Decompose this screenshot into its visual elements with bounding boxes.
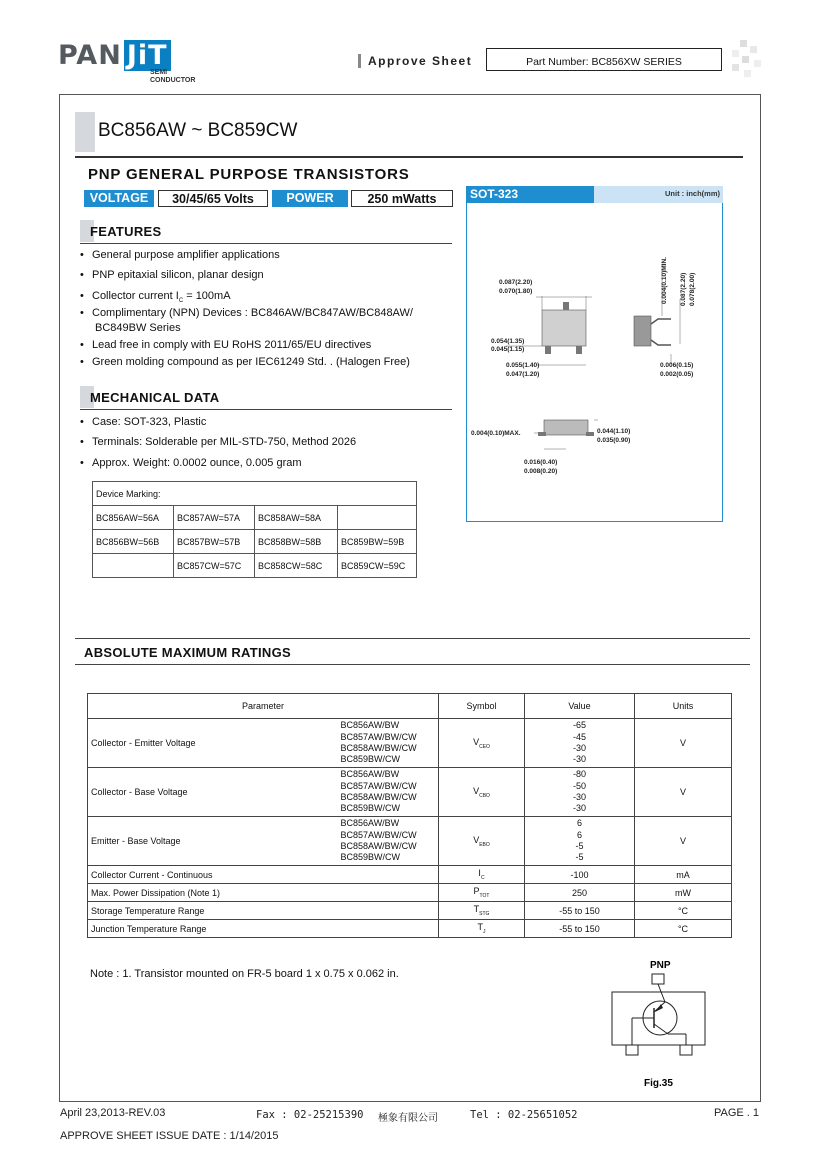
svg-text:0.004(0.10)MIN.: 0.004(0.10)MIN. bbox=[661, 257, 668, 304]
svg-text:0.087(2.20): 0.087(2.20) bbox=[499, 279, 533, 286]
pnp-schematic-figure bbox=[608, 956, 712, 1092]
approve-sheet-label: Approve Sheet bbox=[358, 54, 472, 68]
svg-text:0.002(0.05): 0.002(0.05) bbox=[660, 371, 694, 378]
logo-accent-text: JiT bbox=[124, 40, 171, 71]
title-divider bbox=[75, 156, 743, 158]
param-cell: Storage Temperature Range bbox=[88, 902, 439, 920]
header-symbol: Symbol bbox=[439, 694, 525, 719]
fax-number: Fax : 02-25215390 bbox=[256, 1109, 364, 1121]
svg-text:0.054(1.35): 0.054(1.35) bbox=[491, 338, 525, 345]
power-label-tag: POWER bbox=[272, 190, 348, 207]
header-value: Value bbox=[525, 694, 635, 719]
value-cell: 6 6 -5 -5 bbox=[525, 817, 635, 866]
feature-item: • Complimentary (NPN) Devices : BC846AW/BC847AW/BC848AW/ bbox=[80, 307, 413, 319]
symbol-cell: $V_{EBO}$ bbox=[439, 817, 525, 866]
param-cell: Collector Current - Continuous bbox=[88, 866, 439, 884]
package-end-view bbox=[544, 420, 588, 435]
logo-sub-line-2: CONDUCTOR bbox=[150, 77, 196, 84]
unit-cell: °C bbox=[635, 902, 732, 920]
symbol-cell: $T_{STG}$ bbox=[439, 902, 525, 920]
param-cell: Collector - Emitter Voltage bbox=[88, 719, 338, 768]
header-units: Units bbox=[635, 694, 732, 719]
symbol-cell: $V_{CBO}$ bbox=[439, 768, 525, 817]
svg-text:0.006(0.15): 0.006(0.15) bbox=[660, 362, 694, 369]
logo-sub-line-1: SEMI bbox=[150, 69, 168, 76]
ratings-bottom-divider bbox=[75, 664, 750, 665]
table-row bbox=[88, 884, 732, 902]
unit-cell: V bbox=[635, 768, 732, 817]
mechanical-item: • Case: SOT-323, Plastic bbox=[80, 416, 207, 428]
variant-cell: BC856AW/BW BC857AW/BW/CW BC858AW/BW/CW BC859BW/CW bbox=[338, 768, 439, 817]
variant-cell: BC856AW/BW BC857AW/BW/CW BC858AW/BW/CW BC859BW/CW bbox=[338, 719, 439, 768]
ratings-top-divider bbox=[75, 638, 750, 639]
table-row bbox=[88, 902, 732, 920]
symbol-cell: $P_{TOT}$ bbox=[439, 884, 525, 902]
svg-text:0.078(2.00): 0.078(2.00) bbox=[689, 272, 696, 306]
features-heading: FEATURES bbox=[90, 224, 162, 239]
feature-item: • Collector current $I_C = 100mA$ bbox=[80, 290, 231, 305]
svg-text:0.035(0.90): 0.035(0.90) bbox=[597, 437, 631, 444]
logo-wordmark bbox=[58, 40, 171, 71]
marking-cell: BC857CW=57C bbox=[174, 554, 255, 578]
part-number-box: Part Number: BC856XW SERIES bbox=[486, 48, 722, 71]
pin-pad-icon bbox=[652, 974, 664, 984]
power-value-tag: 250 mWatts bbox=[351, 190, 453, 207]
features-divider bbox=[80, 243, 452, 244]
feature-item: • Green molding compound as per IEC61249 Std. . (Halogen Free) bbox=[80, 356, 410, 368]
package-dimension-drawing bbox=[466, 204, 723, 520]
marking-cell: BC858AW=58A bbox=[255, 506, 338, 530]
company-logo bbox=[58, 40, 196, 84]
package-side-view bbox=[634, 316, 651, 346]
decorative-squares-icon bbox=[728, 40, 764, 78]
value-cell: -80 -50 -30 -30 bbox=[525, 768, 635, 817]
table-row bbox=[88, 719, 732, 768]
param-cell: Emitter - Base Voltage bbox=[88, 817, 338, 866]
page-subtitle: PNP GENERAL PURPOSE TRANSISTORS bbox=[88, 166, 410, 183]
param-cell: Max. Power Dissipation (Note 1) bbox=[88, 884, 439, 902]
svg-text:Fig.35: Fig.35 bbox=[644, 1078, 673, 1089]
feature-item: • PNP epitaxial silicon, planar design bbox=[80, 269, 264, 281]
svg-text:0.004(0.10)MAX.: 0.004(0.10)MAX. bbox=[471, 430, 521, 437]
variant-cell: BC856AW/BW BC857AW/BW/CW BC858AW/BW/CW BC859BW/CW bbox=[338, 817, 439, 866]
mechanical-item: • Approx. Weight: 0.0002 ounce, 0.005 gram bbox=[80, 457, 302, 469]
table-header-row bbox=[88, 694, 732, 719]
mechanical-divider bbox=[80, 409, 452, 410]
value-cell: -55 to 150 bbox=[525, 920, 635, 938]
package-name: SOT-323 bbox=[466, 186, 594, 203]
svg-text:0.047(1.20): 0.047(1.20) bbox=[506, 371, 540, 378]
logo-subtitle bbox=[150, 69, 195, 85]
pin-pad-icon bbox=[626, 1045, 638, 1055]
marking-cell: BC857BW=57B bbox=[174, 530, 255, 554]
device-marking-table bbox=[92, 481, 417, 578]
svg-text:0.045(1.15): 0.045(1.15) bbox=[491, 346, 525, 353]
ratings-table bbox=[87, 693, 732, 938]
svg-text:0.070(1.80): 0.070(1.80) bbox=[499, 288, 533, 295]
package-pin-icon bbox=[563, 302, 569, 310]
feature-item: • General purpose amplifier applications bbox=[80, 249, 280, 261]
table-row bbox=[88, 768, 732, 817]
feature-item: • Lead free in comply with EU RoHS 2011/65/EU directives bbox=[80, 339, 372, 351]
header-parameter: Parameter bbox=[88, 694, 439, 719]
marking-title: Device Marking: bbox=[93, 482, 417, 506]
marking-cell: BC859BW=59B bbox=[338, 530, 417, 554]
pin-pad-icon bbox=[680, 1045, 692, 1055]
marking-cell: BC858BW=58B bbox=[255, 530, 338, 554]
value-cell: 250 bbox=[525, 884, 635, 902]
table-row bbox=[88, 817, 732, 866]
issue-date: APPROVE SHEET ISSUE DATE : 1/14/2015 bbox=[60, 1130, 279, 1142]
package-body-outline bbox=[612, 992, 705, 1045]
marking-cell bbox=[93, 554, 174, 578]
svg-text:0.087(2.20): 0.087(2.20) bbox=[680, 272, 687, 306]
table-row bbox=[88, 866, 732, 884]
feature-item-continued: BC849BW Series bbox=[95, 322, 181, 334]
unit-cell: °C bbox=[635, 920, 732, 938]
unit-cell: V bbox=[635, 817, 732, 866]
value-cell: -55 to 150 bbox=[525, 902, 635, 920]
voltage-label-tag: VOLTAGE bbox=[84, 190, 154, 207]
mechanical-heading: MECHANICAL DATA bbox=[90, 390, 220, 405]
svg-text:PNP: PNP bbox=[650, 960, 671, 971]
marking-cell: BC857AW=57A bbox=[174, 506, 255, 530]
company-name: 極象有限公司 bbox=[378, 1113, 438, 1124]
unit-cell: V bbox=[635, 719, 732, 768]
table-row bbox=[88, 920, 732, 938]
table-row bbox=[93, 506, 417, 530]
svg-text:0.016(0.40): 0.016(0.40) bbox=[524, 459, 558, 466]
param-cell: Collector - Base Voltage bbox=[88, 768, 338, 817]
package-pin-icon bbox=[576, 346, 582, 354]
title-accent-bar bbox=[75, 112, 95, 152]
unit-cell: mA bbox=[635, 866, 732, 884]
svg-text:0.055(1.40): 0.055(1.40) bbox=[506, 362, 540, 369]
marking-cell: BC859CW=59C bbox=[338, 554, 417, 578]
package-pin-icon bbox=[545, 346, 551, 354]
svg-text:0.008(0.20): 0.008(0.20) bbox=[524, 468, 558, 475]
ratings-heading: ABSOLUTE MAXIMUM RATINGS bbox=[84, 645, 292, 660]
package-top-view bbox=[542, 310, 586, 346]
voltage-value-tag: 30/45/65 Volts bbox=[158, 190, 268, 207]
revision-date: April 23,2013-REV.03 bbox=[60, 1107, 166, 1119]
page-title: BC856AW ~ BC859CW bbox=[98, 120, 298, 141]
marking-cell: BC856AW=56A bbox=[93, 506, 174, 530]
marking-cell: BC858CW=58C bbox=[255, 554, 338, 578]
logo-main-text: PAN bbox=[58, 40, 122, 71]
marking-cell bbox=[338, 506, 417, 530]
symbol-cell: $T_J$ bbox=[439, 920, 525, 938]
value-cell: -65 -45 -30 -30 bbox=[525, 719, 635, 768]
param-cell: Junction Temperature Range bbox=[88, 920, 439, 938]
mechanical-item: • Terminals: Solderable per MIL-STD-750, Method 2026 bbox=[80, 436, 357, 448]
symbol-cell: $V_{CEO}$ bbox=[439, 719, 525, 768]
table-row bbox=[93, 530, 417, 554]
package-unit: Unit : inch(mm) bbox=[665, 189, 720, 198]
footnote: Note : 1. Transistor mounted on FR-5 board 1 x 0.75 x 0.062 in. bbox=[90, 968, 399, 980]
unit-cell: mW bbox=[635, 884, 732, 902]
marking-cell: BC856BW=56B bbox=[93, 530, 174, 554]
value-cell: -100 bbox=[525, 866, 635, 884]
symbol-cell: $I_C$ bbox=[439, 866, 525, 884]
svg-text:0.044(1.10): 0.044(1.10) bbox=[597, 428, 631, 435]
page-number: PAGE . 1 bbox=[714, 1107, 760, 1119]
tel-number: Tel : 02-25651052 bbox=[470, 1109, 578, 1121]
table-row bbox=[93, 554, 417, 578]
